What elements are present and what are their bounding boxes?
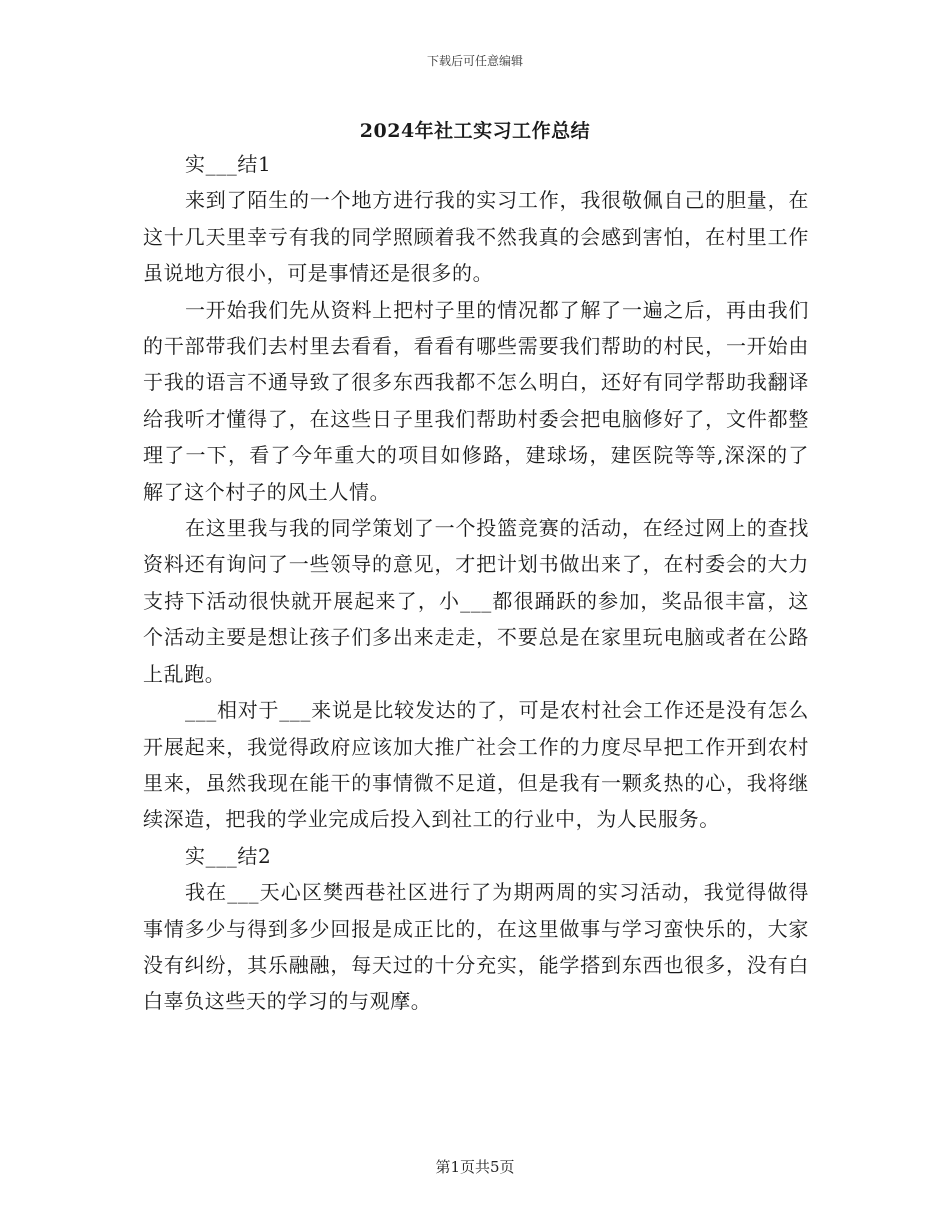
document-body	[143, 146, 809, 1020]
section-heading-2: 实___结2	[185, 843, 272, 868]
header-note: 下载后可任意编辑	[426, 54, 523, 68]
paragraph: 一开始我们先从资料上把村子里的情况都了解了一遍之后，再由我们的干部带我们去村里去看看，看看有哪些需要我们帮助的村民，一开始由于我的语言不通导致了很多东西我都不怎么明白，还好有同学帮助我翻译给我听才懂得了，在这些日子里我们帮助村委会把电脑修好了，文件都整理了一下，看了今年重大的项目如修路，建球场，建医院等等,深深的了解了这个村子的风土人情。	[143, 297, 809, 504]
paragraph: ___相对于___来说是比较发达的了，可是农村社会工作还是没有怎么开展起来，我觉得政府应该加大推广社会工作的力度尽早把工作开到农村里来，虽然我现在能干的事情微不足道，但是我有一颗炙热的心，我将继续深造，把我的学业完成后投入到社工的行业中，为人民服务。	[143, 698, 809, 832]
section-heading-1: 实___结1	[185, 152, 272, 176]
paragraph: 我在___天心区樊西巷社区进行了为期两周的实习活动，我觉得做得事情多少与得到多少回报是成正比的，在这里做事与学习蛮快乐的，大家没有纠纷，其乐融融，每天过的十分充实，能学搭到东西也很多，没有白白辜负这些天的学习的与观摩。	[143, 880, 809, 1014]
document-title: 2024年社工实习工作总结	[359, 120, 591, 142]
paragraph: 在这里我与我的同学策划了一个投篮竞赛的活动，在经过网上的查找资料还有询问了一些领导的意见，才把计划书做出来了，在村委会的大力支持下活动很快就开展起来了，小___都很踊跃的参加，奖品很丰富，这个活动主要是想让孩子们多出来走走，不要总是在家里玩电脑或者在公路上乱跑。	[143, 516, 809, 686]
paragraph: 来到了陌生的一个地方进行我的实习工作，我很敬佩自己的胆量，在这十几天里幸亏有我的同学照顾着我不然我真的会感到害怕，在村里工作虽说地方很小，可是事情还是很多的。	[143, 188, 809, 286]
page-number: 第1页共5页	[435, 1158, 515, 1176]
